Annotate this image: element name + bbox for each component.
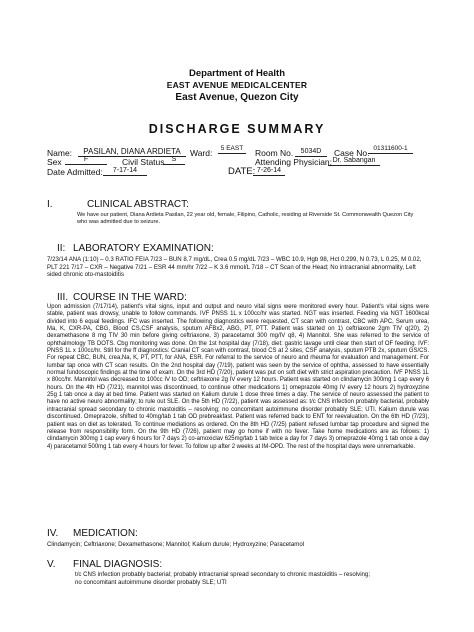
laboratory-text: 7/23/14 ANA (1:10) – 0.3 RATIO FEIA 7/23 – BUN 8.7 mg/dL, Crea 0.5 mg/dL 7/23 – WBC 10.9, Hgb 98, Hct 0.299, N 0.73, L 0.25, M 0.02, PLT 221 7/17 – CXR – Negative 7/21 – ESR 44 mm/hr 7/22 – K 3.6 mmol/L 7/18 – CT Scan of the Head; No intracranial abnormality, Left sided chronic oto-mastoiditis	[47, 256, 422, 278]
date-admitted-label: Date Admitted:	[47, 167, 103, 177]
section-number: IV.	[47, 528, 59, 539]
section-number: III.	[57, 292, 69, 303]
section-number: V.	[47, 559, 56, 570]
department-heading: Department of Health	[188, 68, 286, 79]
clinical-abstract-text: We have our patient, Diana Ardieta Pasilan, 22 year old, female, Filipino, Catholic, residing at Riverside St. Commonwealth Quezon City who was admitted due to seizure.	[77, 212, 414, 226]
section-course-heading	[57, 292, 187, 303]
case-value: 01311600-1	[368, 144, 413, 154]
date-admitted-value: 7-17-14	[103, 166, 147, 176]
section-title: MEDICATION:	[73, 528, 138, 539]
section-laboratory-heading	[57, 243, 214, 254]
civil-status-value: S	[163, 155, 185, 165]
case-label: Case No.	[334, 148, 370, 158]
document-title: DISCHARGE SUMMARY	[148, 122, 326, 136]
attending-physician-value: Dr. Sabangan	[328, 156, 380, 166]
section-title: CLINICAL ABSTRACT:	[87, 199, 189, 210]
ward-label: Ward:	[190, 148, 213, 158]
medication-text: Clindamycin; Ceftriaxone; Dexamethasone; Mannitol; Kalium durule; Hydroxyzine; Paracetamol	[47, 541, 305, 548]
section-final-diagnosis-heading	[47, 559, 162, 570]
section-clinical-abstract-heading	[47, 199, 189, 210]
section-title: FINAL DIAGNOSIS:	[73, 559, 163, 570]
course-in-ward-text: Upon admission (7/17/14), patient's vital signs, input and output and neuro vital signs were monitored every hour. Patient's vital signs were stable, patient was drowsy, unable to follow commands. IVF PNSS 1L x 100cc/hr was started. NGT was inserted. Feeding via NGT 1600kcal divided into 6 equal feedings. IFC was inserted. The following diagnostics were requested, CT scan with contrast, CBC with APC, Serum urea, Ma, K, CXR-PA, CBG, Blood CS,CSF analysis, sputum AFBx2, ABG, PT, PTT. Patient was started on 1) ceftriaxone 2gm TIV q(20), 2) dexamethasone 8 mg TIV 30 min before giving ceftriaxone, 3) paracetamol 300 mg/IV q8, 4) Mannitol. She was referred to the service of ophthalmology TB DOTS. Cbg monitoring was done. On the 1st hospital day (7/18), diet: gastric lavage until clear then start of OF feeding. IVF: PNSS 1L x 100cc/hr. Still for the ff diagnostics: Cranial CT scan with contrast, blood CS at 2 sites, CSF analysis, sputum PTB 2x, sputum GS/CS. For repeat CBC, BUN, crea,Na, K, PT, PTT, for ANA, ESR. For referral to the service of neuro and rheuma for evaluation and management. For lumbar tap once with CT scan results. On the 2nd hospital day (7/19), patient was seen by the service of ophtha, assessed to have essentially normal fundoscopic findings at the time of exam. On the 3rd HD (7/20), patient was put on soft diet with strict aspiration precaution. IVF PNSS 1L x 80cc/hr. Mannitol was decreased to 100cc IV to OD; ceftriaxone 2g IV every 12 hours. Patient was started on clindamycin 300mg 1 cap every 6 hours. On the 4th HD (7/21), mannitol was discontinued, to continue other medications 1) omeprazole 40mg IV every 12 hours 2) hydroxyzine 25g 1 tab once a day at bed time. Patient was started on Kalium durule 1 dose three times a day. The service of neuro assessed the patient to have no active neuro abnormality; to rule out SLE. On the 5th HD (7/22), patient was assessed as: t/c CNS infection probably bacterial, probably intracranial spread secondary to chronic mastoiditis – resolving; no concomitant autoimmune disorder probably SLE; UTI. Kalium durule was discontinued. Omeprazole, shifted to 40mg/tab 1 tab OD prebreakfast. Patient was referred back to ENT for reevaluation. On the 6th HD (7/23), patient was on diet as tolerated. To continue mediations as ordered. On the 8th HD (7/25) patient refused lumbar tap procedure and signed the release from responsibility form. On the 9th HD (7/26), patient may go home if with no fever. Take home medications are as follows: 1) clindamycin 300mg 1 cap every 6 hours for 7 days 2) co-amoxiclav 625mg/tab 1 tab twice a day for 7 days 3) omeprazole 40mg 1 tab once a day 4) paracetamol 500mg 1 tab every 4 hours for fever. To follow up after 2 weeks at IM-OPD. The rest of the hospital days were unremarkable.	[47, 304, 429, 450]
name-value: PASILAN, DIANA ARDIETA	[78, 147, 186, 157]
section-title: COURSE IN THE WARD:	[73, 292, 187, 303]
room-value: 5034D	[295, 147, 327, 157]
civil-status-label: Civil Status	[122, 157, 165, 167]
attending-physician-label: Attending Physician:	[255, 157, 333, 167]
sex-label: Sex	[47, 157, 62, 167]
date-label: DATE:	[228, 166, 256, 177]
name-label: Name:	[47, 148, 73, 158]
sex-value: F	[65, 155, 107, 165]
center-heading: EAST AVENUE MEDICALCENTER	[166, 80, 308, 90]
address-heading: East Avenue, Quezon City	[175, 92, 299, 103]
date-value: 7-26-14	[253, 166, 285, 176]
final-diagnosis-text: t/c CNS infection probably bacterial; probably intracranial spread secondary to chronic mastoiditis – resolving; no concomitant autoimmune disorder probably SLE; UTI	[75, 571, 371, 586]
ward-value: 5 EAST	[218, 144, 246, 154]
section-number: I.	[47, 199, 53, 210]
section-number: II:	[57, 243, 66, 254]
section-medication-heading	[47, 528, 138, 539]
section-title: LABORATORY EXAMINATION:	[73, 243, 214, 254]
room-label: Room No.	[255, 148, 294, 158]
